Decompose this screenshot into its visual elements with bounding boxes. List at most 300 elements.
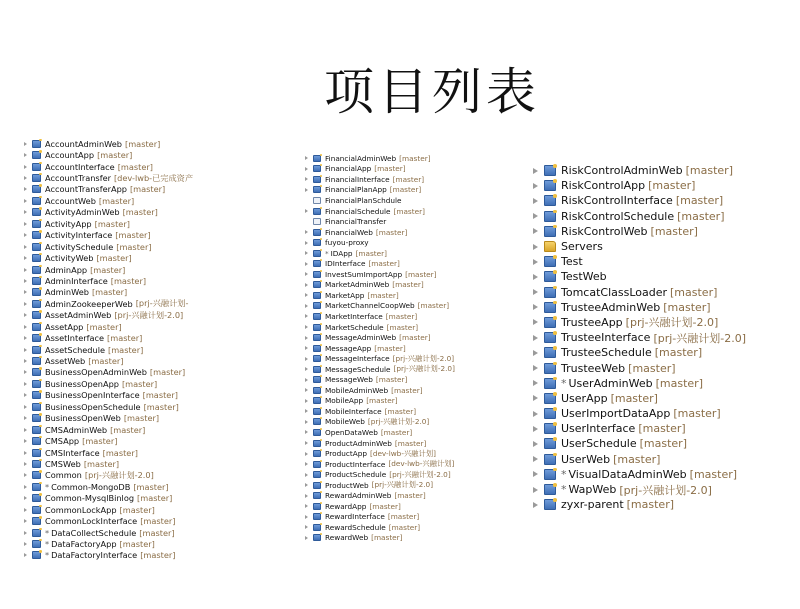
project-icon	[32, 391, 41, 399]
expand-arrow-icon[interactable]	[533, 365, 538, 371]
project-tree-item[interactable]	[305, 258, 455, 269]
project-tree-item[interactable]	[24, 424, 193, 435]
project-tree-item[interactable]	[533, 300, 746, 315]
project-tree-item[interactable]	[24, 550, 193, 561]
expand-arrow-icon[interactable]	[533, 471, 538, 477]
git-branch-label: [master]	[97, 150, 133, 161]
expand-arrow-icon[interactable]	[24, 165, 27, 169]
git-branch-label: [master]	[98, 195, 135, 206]
git-branch-label: [dev-lwb-兴融计划]	[388, 459, 455, 469]
project-tree-item[interactable]	[24, 298, 193, 309]
project-tree-item[interactable]	[24, 515, 193, 526]
project-tree-item[interactable]	[533, 345, 746, 360]
expand-arrow-icon[interactable]	[24, 508, 27, 512]
project-tree-item[interactable]	[305, 322, 455, 333]
project-icon	[32, 460, 41, 468]
project-icon	[313, 186, 321, 193]
project-name: CMSWeb	[45, 458, 81, 469]
project-icon	[32, 151, 41, 159]
project-name: ProductApp	[325, 449, 367, 459]
project-tree-item[interactable]	[24, 470, 193, 481]
expand-arrow-icon[interactable]	[305, 177, 308, 181]
project-icon	[32, 483, 41, 491]
project-icon	[32, 403, 41, 411]
project-icon	[544, 332, 556, 343]
project-name: TrusteeAdminWeb	[561, 300, 661, 314]
expand-arrow-icon[interactable]	[24, 268, 27, 272]
expand-arrow-icon[interactable]	[305, 462, 308, 466]
project-tree-item[interactable]	[305, 406, 455, 417]
project-tree-item[interactable]	[305, 301, 455, 312]
expand-arrow-icon[interactable]	[533, 259, 538, 265]
git-branch-label: [master]	[650, 224, 698, 238]
project-icon	[32, 208, 41, 216]
project-tree-item[interactable]	[533, 497, 746, 512]
git-branch-label: [master]	[399, 333, 431, 343]
project-tree-item[interactable]	[24, 344, 193, 355]
project-tree-item[interactable]	[305, 459, 455, 470]
expand-arrow-icon[interactable]	[305, 188, 308, 192]
git-branch-label: [master]	[119, 504, 155, 515]
git-branch-label: [master]	[388, 522, 421, 532]
project-tree-item[interactable]	[305, 448, 455, 459]
project-tree-item[interactable]	[533, 224, 746, 239]
project-name: RewardSchedule	[325, 522, 386, 532]
project-tree-item[interactable]	[24, 241, 193, 252]
project-icon	[32, 529, 41, 537]
project-icon	[313, 229, 321, 236]
folder-icon	[544, 241, 556, 252]
expand-arrow-icon[interactable]	[24, 153, 27, 157]
project-icon	[32, 163, 41, 171]
project-name: CMSInterface	[45, 447, 100, 458]
project-icon	[544, 378, 556, 389]
project-tree-item[interactable]	[305, 237, 455, 248]
project-icon	[544, 393, 556, 404]
project-name: ActivityAdminWeb	[45, 207, 120, 218]
project-list-column-2	[305, 153, 455, 543]
project-name: ActivityWeb	[45, 253, 94, 264]
project-icon	[313, 334, 321, 341]
expand-arrow-icon[interactable]	[533, 289, 538, 295]
project-tree-item[interactable]	[24, 378, 193, 389]
git-branch-label: [master]	[374, 343, 406, 353]
project-name: TrusteeApp	[561, 315, 623, 329]
project-tree-item[interactable]	[305, 332, 455, 343]
git-branch-label: [master]	[117, 161, 153, 172]
project-tree-item[interactable]	[24, 161, 193, 172]
project-icon	[544, 271, 556, 282]
git-branch-label: [master]	[639, 437, 687, 451]
expand-arrow-icon[interactable]	[24, 553, 27, 557]
expand-arrow-icon[interactable]	[24, 233, 27, 237]
expand-arrow-icon[interactable]	[305, 314, 308, 318]
expand-arrow-icon[interactable]	[305, 473, 308, 477]
expand-arrow-icon[interactable]	[533, 456, 538, 462]
project-tree-item[interactable]	[24, 481, 193, 492]
expand-arrow-icon[interactable]	[24, 313, 27, 317]
project-tree-item[interactable]	[305, 480, 455, 491]
expand-arrow-icon[interactable]	[24, 325, 27, 329]
project-tree-item[interactable]	[24, 493, 193, 504]
expand-arrow-icon[interactable]	[305, 230, 308, 234]
project-tree-item[interactable]	[305, 216, 455, 227]
expand-arrow-icon[interactable]	[24, 348, 27, 352]
expand-arrow-icon[interactable]	[24, 210, 27, 214]
expand-arrow-icon[interactable]	[305, 272, 308, 276]
project-tree-item[interactable]	[305, 269, 455, 280]
project-tree-item[interactable]	[24, 538, 193, 549]
git-branch-label: [master]	[94, 218, 130, 229]
project-tree-item[interactable]	[533, 209, 746, 224]
expand-arrow-icon[interactable]	[305, 346, 308, 350]
expand-arrow-icon[interactable]	[305, 293, 308, 297]
expand-arrow-icon[interactable]	[533, 228, 538, 234]
project-name: BusinessOpenAdminWeb	[45, 367, 147, 378]
project-tree-item[interactable]	[533, 330, 746, 345]
project-icon	[32, 300, 41, 308]
git-branch-label: [master]	[374, 164, 406, 174]
project-icon	[544, 287, 556, 298]
project-tree-item[interactable]	[305, 438, 455, 449]
project-tree-item[interactable]	[305, 195, 455, 206]
expand-arrow-icon[interactable]	[533, 304, 538, 310]
project-icon	[32, 471, 41, 479]
expand-arrow-icon[interactable]	[24, 245, 27, 249]
expand-arrow-icon[interactable]	[305, 357, 308, 361]
project-tree-item[interactable]	[305, 290, 455, 301]
expand-arrow-icon[interactable]	[24, 405, 27, 409]
project-icon	[313, 387, 321, 394]
project-tree-item[interactable]	[305, 417, 455, 428]
project-name: TrusteeWeb	[561, 361, 626, 375]
expand-arrow-icon[interactable]	[305, 251, 308, 255]
project-icon	[32, 506, 41, 514]
expand-arrow-icon[interactable]	[24, 428, 27, 432]
expand-arrow-icon[interactable]	[305, 209, 308, 213]
project-tree-item[interactable]	[305, 174, 455, 185]
project-name: RiskControlSchedule	[561, 209, 675, 223]
project-name: FinancialSchedule	[325, 206, 391, 216]
project-name: RewardInterface	[325, 512, 385, 522]
project-tree-item[interactable]	[533, 436, 746, 451]
project-tree-item[interactable]	[533, 239, 746, 254]
expand-arrow-icon[interactable]	[533, 411, 538, 417]
expand-arrow-icon[interactable]	[533, 183, 538, 189]
expand-arrow-icon[interactable]	[305, 452, 308, 456]
expand-arrow-icon[interactable]	[24, 382, 27, 386]
project-tree-item[interactable]	[533, 163, 746, 178]
project-tree-item[interactable]	[533, 360, 746, 375]
git-branch-label: [master]	[613, 452, 661, 466]
git-branch-label: [master]	[110, 424, 146, 435]
project-name: AccountTransfer	[45, 173, 111, 184]
git-branch-label: [master]	[137, 493, 173, 504]
expand-arrow-icon[interactable]	[24, 290, 27, 294]
project-icon	[32, 197, 41, 205]
git-branch-label: [master]	[88, 356, 124, 367]
expand-arrow-icon[interactable]	[305, 378, 308, 382]
project-tree-item[interactable]	[24, 390, 193, 401]
project-tree-item[interactable]	[24, 367, 193, 378]
project-tree-item[interactable]	[24, 321, 193, 332]
expand-arrow-icon[interactable]	[24, 176, 27, 180]
project-tree-item[interactable]	[305, 311, 455, 322]
project-icon	[313, 418, 321, 425]
project-tree-item[interactable]	[24, 504, 193, 515]
git-branch-label: [master]	[90, 264, 126, 275]
project-tree-item[interactable]	[24, 264, 193, 275]
project-tree-item[interactable]	[305, 164, 455, 175]
project-name: UserImportDataApp	[561, 407, 671, 421]
git-branch-label: [master]	[119, 539, 155, 550]
dirty-marker: *	[45, 550, 50, 561]
project-tree-item[interactable]	[24, 447, 193, 458]
expand-arrow-icon[interactable]	[24, 370, 27, 374]
project-tree-item[interactable]	[305, 491, 455, 502]
project-name: AssetInterface	[45, 333, 105, 344]
expand-arrow-icon[interactable]	[305, 441, 308, 445]
project-tree-item[interactable]	[24, 195, 193, 206]
expand-arrow-icon[interactable]	[24, 462, 27, 466]
project-tree-item[interactable]	[305, 343, 455, 354]
project-tree-item[interactable]	[533, 193, 746, 208]
project-tree-item[interactable]	[305, 248, 455, 259]
project-name: MarketInterface	[325, 311, 383, 321]
git-branch-label: [master]	[133, 481, 169, 492]
expand-arrow-icon[interactable]	[533, 350, 538, 356]
project-tree-item[interactable]	[305, 364, 455, 375]
expand-arrow-icon[interactable]	[24, 302, 27, 306]
project-name: RiskControlInterface	[561, 194, 673, 208]
project-icon	[544, 423, 556, 434]
project-tree-item[interactable]	[305, 522, 455, 533]
project-tree-item[interactable]	[24, 458, 193, 469]
project-tree-item[interactable]	[305, 206, 455, 217]
project-name: VisualDataAdminWeb	[568, 467, 687, 481]
project-name: UserWeb	[561, 452, 611, 466]
expand-arrow-icon[interactable]	[24, 256, 27, 260]
project-tree-item[interactable]	[305, 396, 455, 407]
project-tree-item[interactable]	[24, 184, 193, 195]
project-icon	[313, 450, 321, 457]
dirty-marker: *	[45, 539, 50, 550]
dirty-marker: *	[561, 467, 567, 481]
project-icon	[32, 357, 41, 365]
expand-arrow-icon[interactable]	[305, 167, 308, 171]
expand-arrow-icon[interactable]	[533, 168, 538, 174]
expand-arrow-icon[interactable]	[24, 542, 27, 546]
project-tree-item[interactable]	[24, 230, 193, 241]
project-name: TomcatClassLoader	[561, 285, 668, 299]
expand-arrow-icon[interactable]	[305, 515, 308, 519]
project-name: MobileWeb	[325, 417, 365, 427]
expand-arrow-icon[interactable]	[24, 187, 27, 191]
project-tree-item[interactable]	[305, 374, 455, 385]
expand-arrow-icon[interactable]	[533, 319, 538, 325]
git-branch-label: [master]	[368, 259, 400, 269]
project-icon	[313, 524, 321, 531]
expand-arrow-icon[interactable]	[533, 335, 538, 341]
git-branch-label: [master]	[393, 206, 425, 216]
git-branch-label: [master]	[394, 438, 427, 448]
project-name: CMSAdminWeb	[45, 424, 108, 435]
project-tree-item[interactable]	[305, 385, 455, 396]
expand-arrow-icon[interactable]	[305, 483, 308, 487]
expand-arrow-icon[interactable]	[305, 325, 308, 329]
project-tree-item[interactable]	[533, 254, 746, 269]
git-branch-label: [master]	[83, 458, 120, 469]
git-branch-label: [master]	[82, 436, 118, 447]
project-name: AssetWeb	[45, 356, 86, 367]
git-branch-label: [master]	[417, 301, 450, 311]
project-icon	[313, 482, 321, 489]
git-branch-label: [prj-兴融计划-2.0]	[114, 309, 184, 320]
project-tree-item[interactable]	[533, 421, 746, 436]
expand-arrow-icon[interactable]	[24, 279, 27, 283]
project-tree-item[interactable]	[24, 401, 193, 412]
expand-arrow-icon[interactable]	[305, 504, 308, 508]
expand-arrow-icon[interactable]	[533, 274, 538, 280]
project-list-column-1	[24, 138, 193, 561]
project-tree-item[interactable]	[24, 435, 193, 446]
expand-arrow-icon[interactable]	[305, 336, 308, 340]
git-branch-label: [master]	[102, 447, 138, 458]
expand-arrow-icon[interactable]	[24, 142, 27, 146]
project-tree-item[interactable]	[533, 467, 746, 482]
expand-arrow-icon[interactable]	[533, 395, 538, 401]
expand-arrow-icon[interactable]	[533, 213, 538, 219]
project-tree-item[interactable]	[24, 252, 193, 263]
project-tree-item[interactable]	[24, 138, 193, 149]
project-tree-item[interactable]	[533, 178, 746, 193]
expand-arrow-icon[interactable]	[305, 304, 308, 308]
project-tree-item[interactable]	[533, 315, 746, 330]
expand-arrow-icon[interactable]	[24, 473, 27, 477]
project-name: MobileAdminWeb	[325, 385, 389, 395]
project-icon	[32, 368, 41, 376]
expand-arrow-icon[interactable]	[533, 198, 538, 204]
project-tree-item[interactable]	[24, 275, 193, 286]
git-branch-label: [master]	[140, 516, 176, 527]
expand-arrow-icon[interactable]	[305, 409, 308, 413]
project-name: zyxr-parent	[561, 498, 624, 512]
project-tree-item[interactable]	[305, 280, 455, 291]
project-tree-item[interactable]	[24, 413, 193, 424]
project-name: RiskControlWeb	[561, 224, 648, 238]
project-tree-item[interactable]	[24, 527, 193, 538]
project-tree-item[interactable]	[24, 355, 193, 366]
project-tree-item[interactable]	[24, 310, 193, 321]
project-tree-item[interactable]	[305, 512, 455, 523]
expand-arrow-icon[interactable]	[24, 393, 27, 397]
expand-arrow-icon[interactable]	[24, 519, 27, 523]
project-tree-item[interactable]	[24, 218, 193, 229]
project-icon	[544, 180, 556, 191]
project-name: Common	[45, 470, 82, 481]
expand-arrow-icon[interactable]	[24, 359, 27, 363]
project-tree-item[interactable]	[24, 149, 193, 160]
project-name: Common-MysqlBinlog	[45, 493, 135, 504]
project-name: FinancialApp	[325, 164, 372, 174]
project-name: TestWeb	[561, 270, 607, 284]
project-tree-item[interactable]	[533, 406, 746, 421]
project-tree-item[interactable]	[533, 391, 746, 406]
project-tree-item[interactable]	[533, 482, 746, 497]
expand-arrow-icon[interactable]	[24, 336, 27, 340]
project-name: MarketApp	[325, 290, 365, 300]
project-tree-item[interactable]	[24, 207, 193, 218]
project-tree-item[interactable]	[305, 227, 455, 238]
expand-arrow-icon[interactable]	[24, 199, 27, 203]
project-tree-item[interactable]	[24, 332, 193, 343]
project-tree-item[interactable]	[305, 533, 455, 544]
project-tree-item[interactable]	[305, 353, 455, 364]
project-tree-item[interactable]	[533, 376, 746, 391]
project-tree-item[interactable]	[305, 427, 455, 438]
git-branch-label: [master]	[384, 406, 417, 416]
project-tree-item[interactable]	[24, 287, 193, 298]
project-tree-item[interactable]	[305, 185, 455, 196]
expand-arrow-icon[interactable]	[24, 485, 27, 489]
project-icon	[313, 260, 321, 267]
expand-arrow-icon[interactable]	[533, 487, 538, 493]
project-name: ProductSchedule	[325, 470, 387, 480]
expand-arrow-icon[interactable]	[533, 244, 538, 250]
project-name: MobileApp	[325, 396, 364, 406]
expand-arrow-icon[interactable]	[305, 367, 308, 371]
expand-arrow-icon[interactable]	[305, 399, 308, 403]
project-tree-item[interactable]	[305, 469, 455, 480]
expand-arrow-icon[interactable]	[24, 439, 27, 443]
project-tree-item[interactable]	[305, 501, 455, 512]
git-branch-label: [prj-兴融计划-2.0]	[392, 353, 455, 363]
expand-arrow-icon[interactable]	[533, 380, 538, 386]
expand-arrow-icon[interactable]	[305, 262, 308, 266]
expand-arrow-icon[interactable]	[24, 531, 27, 535]
expand-arrow-icon[interactable]	[533, 426, 538, 432]
expand-arrow-icon[interactable]	[533, 502, 538, 508]
git-branch-label: [master]	[387, 512, 420, 522]
expand-arrow-icon[interactable]	[305, 494, 308, 498]
project-tree-item[interactable]	[24, 172, 193, 183]
expand-arrow-icon[interactable]	[305, 430, 308, 434]
expand-arrow-icon[interactable]	[533, 441, 538, 447]
expand-arrow-icon[interactable]	[305, 536, 308, 540]
expand-arrow-icon[interactable]	[305, 156, 308, 160]
project-tree-item[interactable]	[533, 452, 746, 467]
expand-arrow-icon[interactable]	[24, 416, 27, 420]
expand-arrow-icon[interactable]	[24, 222, 27, 226]
project-icon	[32, 266, 41, 274]
expand-arrow-icon[interactable]	[24, 451, 27, 455]
project-name: InvestSumImportApp	[325, 269, 403, 279]
project-icon	[313, 355, 321, 362]
project-tree-item[interactable]	[533, 285, 746, 300]
project-tree-item[interactable]	[533, 269, 746, 284]
project-icon	[32, 140, 41, 148]
expand-arrow-icon[interactable]	[305, 241, 308, 245]
git-branch-label: [master]	[371, 533, 403, 543]
expand-arrow-icon[interactable]	[24, 496, 27, 500]
project-tree-item[interactable]	[305, 153, 455, 164]
project-icon	[313, 313, 321, 320]
expand-arrow-icon[interactable]	[305, 388, 308, 392]
expand-arrow-icon[interactable]	[305, 525, 308, 529]
project-name: AccountAdminWeb	[45, 138, 123, 149]
expand-arrow-icon[interactable]	[305, 420, 308, 424]
expand-arrow-icon[interactable]	[305, 283, 308, 287]
